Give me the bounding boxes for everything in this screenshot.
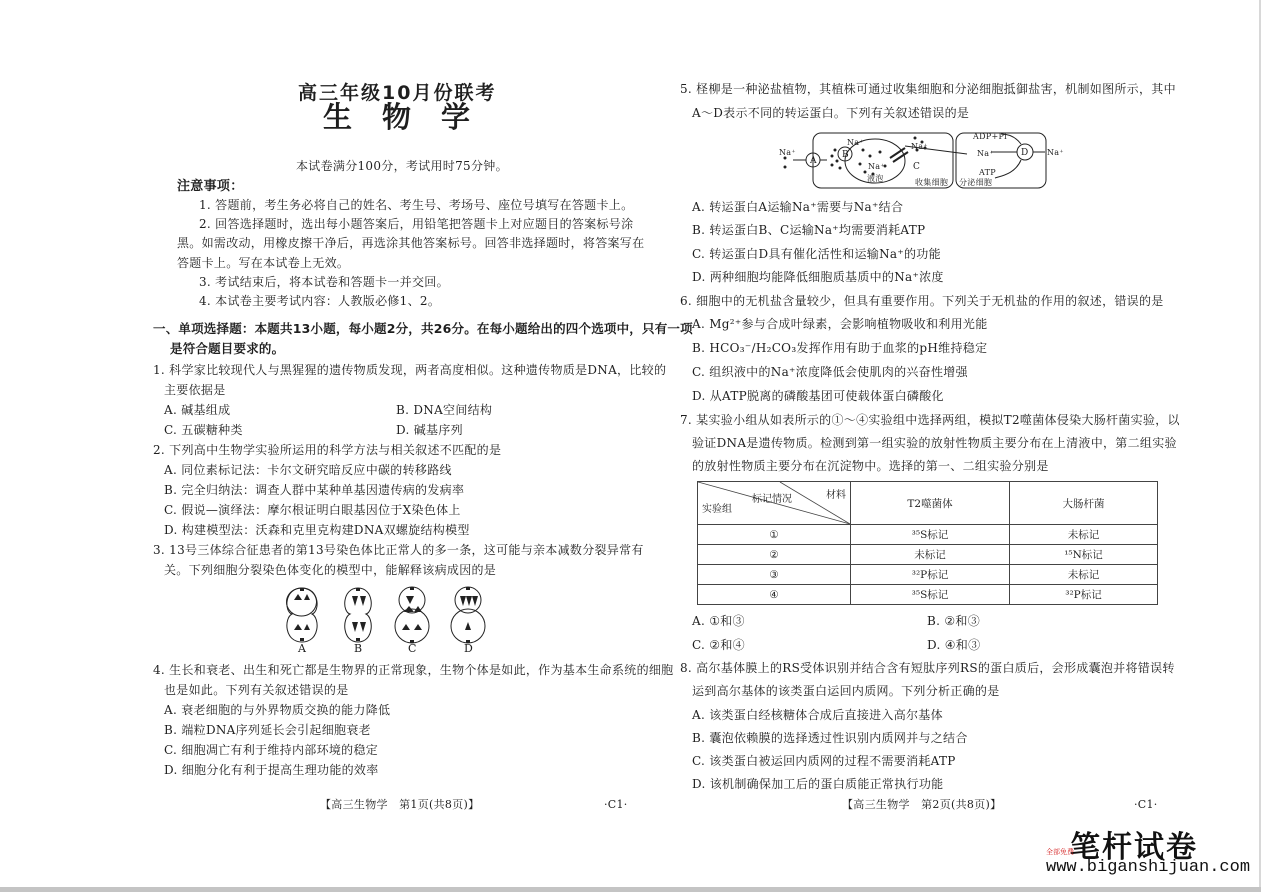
page-code-1: ·C1· — [604, 798, 628, 811]
q7-option-a[interactable]: A. ①和③ — [692, 614, 745, 628]
adp-label: ADP+Pi — [973, 132, 1008, 141]
protein-a: A — [810, 156, 817, 166]
watermark-url: www.biganshijuan.com — [1046, 858, 1251, 877]
table-header-row — [698, 482, 1158, 525]
watermark-logo — [1046, 822, 1251, 882]
na-label-c: Na⁺ — [911, 142, 928, 151]
q7-stem-cont2: 的放射性物质主要分布在沉淀物中。选择的第一、二组实验分别是 — [692, 459, 1049, 473]
table-header-phage: T2噬菌体 — [851, 482, 1010, 525]
group-cell: ② — [698, 545, 851, 565]
q1-stem-cont: 主要依据是 — [164, 383, 226, 397]
q2-stem: 2. 下列高中生物学实验所运用的科学方法与相关叙述不匹配的是 — [153, 443, 502, 457]
q6-option-a[interactable]: A. Mg²⁺参与合成叶绿素，会影响植物吸收和利用光能 — [692, 317, 988, 331]
q8-option-c[interactable]: C. 该类蛋白被运回内质网的过程不需要消耗ATP — [692, 754, 956, 768]
group-cell: ④ — [698, 585, 851, 605]
protein-b: B — [842, 150, 849, 160]
q6-stem: 6. 细胞中的无机盐含量较少，但具有重要作用。下列关于无机盐的作用的叙述，错误的是 — [680, 294, 1164, 308]
vacuole-label: 液泡 — [867, 174, 884, 183]
q6-option-b[interactable]: B. HCO₃⁻/H₂CO₃发挥作用有助于血浆的pH维持稳定 — [692, 341, 988, 355]
table-corner-cell — [698, 482, 851, 525]
q8-option-d[interactable]: D. 该机制确保加工后的蛋白质能正常执行功能 — [692, 777, 944, 791]
q7-option-c[interactable]: C. ②和④ — [692, 638, 745, 652]
phage-cell: ³⁵S标记 — [851, 525, 1010, 545]
na-label-b: Na⁺ — [847, 138, 864, 147]
table-header-ecoli: 大肠杆菌 — [1009, 482, 1157, 525]
na-label-outside: Na⁺ — [779, 148, 796, 157]
q1-option-d[interactable]: D. 碱基序列 — [396, 423, 463, 437]
collect-cell-label: 收集细胞 — [915, 178, 949, 187]
notice-3: 3. 考试结束后，将本试卷和答题卡一并交回。 — [199, 275, 449, 289]
q4-stem-cont: 也是如此。下列有关叙述错误的是 — [164, 683, 349, 697]
protein-c: C — [913, 162, 921, 172]
subject-title: 生物学 — [323, 100, 501, 134]
atp-label: ATP — [979, 168, 996, 177]
q1-option-b[interactable]: B. DNA空间结构 — [396, 403, 493, 417]
section-heading: 一、单项选择题：本题共13小题，每小题2分，共26分。在每小题给出的四个选项中，只有一项 — [153, 321, 693, 336]
q7-stem: 7. 某实验小组从如表所示的①～④实验组中选择两组，模拟T2噬菌体侵染大肠杆菌实验，以 — [680, 413, 1180, 427]
phage-cell: ³²P标记 — [851, 565, 1010, 585]
cell-division-figure — [280, 586, 510, 656]
q1-option-a[interactable]: A. 碱基组成 — [164, 403, 231, 417]
group-cell: ③ — [698, 565, 851, 585]
protein-d: D — [1021, 148, 1029, 158]
figure-label-b: B — [354, 642, 363, 655]
q3-stem: 3. 13号三体综合征患者的第13号染色体比正常人的多一条，这可能与亲本减数分裂异常有 — [153, 543, 644, 557]
table-row — [698, 565, 1158, 585]
table-row — [698, 585, 1158, 605]
q2-option-b[interactable]: B. 完全归纳法：调查人群中某种单基因遗传病的发病率 — [164, 483, 465, 497]
notice-4: 4. 本试卷主要考试内容：人教版必修1、2。 — [199, 294, 441, 308]
q4-option-d[interactable]: D. 细胞分化有利于提高生理功能的效率 — [164, 763, 379, 777]
q8-option-b[interactable]: B. 囊泡依赖膜的选择透过性识别内质网并与之结合 — [692, 731, 968, 745]
q1-option-c[interactable]: C. 五碳糖种类 — [164, 423, 243, 437]
notice-heading: 注意事项： — [177, 179, 244, 194]
watermark-name: 笔杆试卷 — [1070, 830, 1198, 865]
q7-option-d[interactable]: D. ④和③ — [927, 638, 981, 652]
na-label-secrete: Na⁺ — [977, 149, 994, 158]
experiment-table — [697, 481, 1158, 605]
secrete-cell-label: 分泌细胞 — [959, 178, 993, 187]
ecoli-cell: 未标记 — [1009, 525, 1157, 545]
q4-option-c[interactable]: C. 细胞凋亡有利于维持内部环境的稳定 — [164, 743, 379, 757]
page-code-2: ·C1· — [1134, 798, 1158, 811]
group-cell: ① — [698, 525, 851, 545]
table-row — [698, 525, 1158, 545]
figure-label-c: C — [408, 642, 417, 655]
q2-option-a[interactable]: A. 同位素标记法：卡尔文研究暗反应中碳的转移路线 — [164, 463, 452, 477]
table-row — [698, 545, 1158, 565]
q7-stem-cont: 验证DNA是遗传物质。检测到第一组实验的放射性物质主要分布在上清液中，第二组实验 — [692, 436, 1177, 450]
ecoli-cell: 未标记 — [1009, 565, 1157, 585]
ecoli-cell: ¹⁵N标记 — [1009, 545, 1157, 565]
q3-stem-cont: 关。下列细胞分裂染色体变化的模型中，能解释该病成因的是 — [164, 563, 497, 577]
page-footer-2: 【高三生物学 第2页(共8页)】 — [842, 798, 1002, 811]
figure-label-d: D — [464, 642, 474, 655]
phage-cell: 未标记 — [851, 545, 1010, 565]
q1-stem: 1. 科学家比较现代人与黑猩猩的遗传物质发现，两者高度相似。这种遗传物质是DNA，比较的 — [153, 363, 667, 377]
q8-stem-cont: 运到高尔基体的该类蛋白运回内质网。下列分析正确的是 — [692, 684, 1000, 698]
notice-2-cont: 黑。如需改动，用橡皮擦干净后，再选涂其他答案标号。回答非选择题时，将答案写在 — [177, 236, 645, 250]
q8-option-a[interactable]: A. 该类蛋白经核糖体合成后直接进入高尔基体 — [692, 708, 943, 722]
q4-option-a[interactable]: A. 衰老细胞的与外界物质交换的能力降低 — [164, 703, 391, 717]
exam-title: 高三年级10月份联考 — [298, 82, 497, 104]
q5-option-c[interactable]: C. 转运蛋白D具有催化活性和运输Na⁺的功能 — [692, 247, 941, 261]
q5-option-a[interactable]: A. 转运蛋白A运输Na⁺需要与Na⁺结合 — [692, 200, 904, 214]
q2-option-d[interactable]: D. 构建模型法：沃森和克里克构建DNA双螺旋结构模型 — [164, 523, 470, 537]
q5-option-b[interactable]: B. 转运蛋白B、C运输Na⁺均需要消耗ATP — [692, 223, 926, 237]
q5-stem-cont: A～D表示不同的转运蛋白。下列有关叙述错误的是 — [692, 106, 970, 120]
phage-cell: ³⁵S标记 — [851, 585, 1010, 605]
na-label-out: Na⁺ — [1047, 148, 1064, 157]
notice-2: 2. 回答选择题时，选出每小题答案后，用铅笔把答题卡上对应题目的答案标号涂 — [199, 217, 634, 231]
notice-2-cont2: 答题卡上。写在本试卷上无效。 — [177, 256, 350, 270]
q4-stem: 4. 生长和衰老、出生和死亡都是生物界的正常现象，生物个体是如此，作为基本生命系统的细胞 — [153, 663, 674, 677]
figure-label-a: A — [298, 642, 307, 655]
corner-material: 材料 — [826, 490, 846, 501]
exam-info: 本试卷满分100分，考试用时75分钟。 — [296, 159, 508, 173]
section-heading-cont: 是符合题目要求的。 — [170, 341, 285, 356]
corner-group: 实验组 — [702, 504, 732, 515]
q4-option-b[interactable]: B. 端粒DNA序列延长会引起细胞衰老 — [164, 723, 371, 737]
page-footer-1: 【高三生物学 第1页(共8页)】 — [320, 798, 480, 811]
q7-option-b[interactable]: B. ②和③ — [927, 614, 981, 628]
q6-option-d[interactable]: D. 从ATP脱离的磷酸基团可使载体蛋白磷酸化 — [692, 389, 944, 403]
q5-option-d[interactable]: D. 两种细胞均能降低细胞质基质中的Na⁺浓度 — [692, 270, 944, 284]
q6-option-c[interactable]: C. 组织液中的Na⁺浓度降低会使肌肉的兴奋性增强 — [692, 365, 968, 379]
na-label-vacuole: Na⁺ — [868, 162, 885, 171]
q2-option-c[interactable]: C. 假说—演绎法：摩尔根证明白眼基因位于X染色体上 — [164, 503, 461, 517]
bottom-scrollbar-edge — [0, 887, 1261, 892]
corner-label-status: 标记情况 — [752, 494, 792, 505]
watermark-tag: 全部免费 — [1046, 848, 1074, 856]
q8-stem: 8. 高尔基体膜上的RS受体识别并结合含有短肽序列RS的蛋白质后，会形成囊泡并将错误转 — [680, 661, 1175, 675]
salt-transport-diagram — [775, 128, 1075, 192]
q5-stem: 5. 柽柳是一种泌盐植物，其植株可通过收集细胞和分泌细胞抵御盐害，机制如图所示，其中 — [680, 82, 1176, 96]
notice-1: 1. 答题前，考生务必将自己的姓名、考生号、考场号、座位号填写在答题卡上。 — [199, 198, 634, 212]
ecoli-cell: ³²P标记 — [1009, 585, 1157, 605]
